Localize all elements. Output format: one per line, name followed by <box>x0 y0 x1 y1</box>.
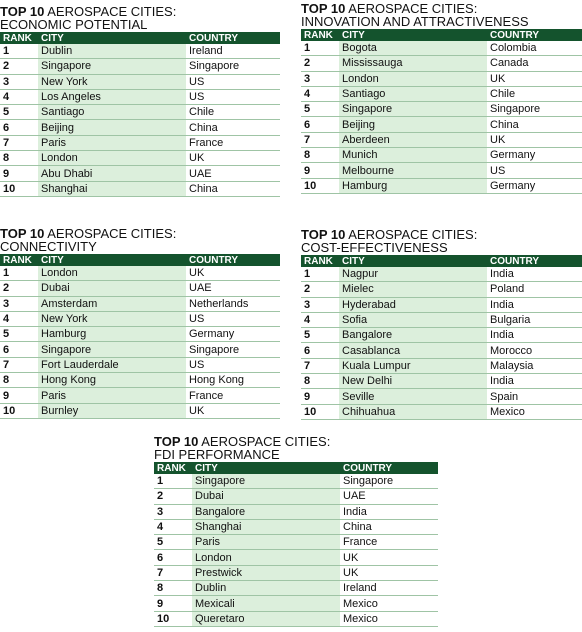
rank-cell: 5 <box>301 102 339 117</box>
rank-cell: 6 <box>0 342 38 357</box>
table-heading <box>154 435 438 461</box>
header-row <box>0 32 280 44</box>
rank-cell: 6 <box>301 343 339 358</box>
table-row <box>0 357 280 372</box>
ranking-table <box>0 254 280 419</box>
rank-cell: 9 <box>154 596 192 611</box>
country-cell: Ireland <box>186 44 280 59</box>
table-row <box>0 151 280 166</box>
rank-cell: 10 <box>301 178 339 193</box>
heading-top-10: TOP 10 <box>0 226 45 241</box>
table-row <box>154 489 438 504</box>
city-cell: Chihuahua <box>339 404 487 419</box>
rank-cell: 1 <box>0 266 38 281</box>
rank-cell: 3 <box>301 297 339 312</box>
city-cell: Hong Kong <box>38 373 186 388</box>
country-cell: UAE <box>186 166 280 181</box>
rank-cell: 6 <box>0 120 38 135</box>
rank-cell: 9 <box>0 166 38 181</box>
table-row <box>301 374 582 389</box>
country-cell: France <box>186 388 280 403</box>
country-cell: US <box>186 89 280 104</box>
city-cell: Seville <box>339 389 487 404</box>
table-row <box>301 358 582 373</box>
table-row <box>0 342 280 357</box>
rank-cell: 1 <box>301 267 339 282</box>
country-cell: Poland <box>487 282 582 297</box>
country-cell: Canada <box>487 56 582 71</box>
city-cell: Kuala Lumpur <box>339 358 487 373</box>
heading-subtitle: COST-EFFECTIVENESS <box>301 240 448 255</box>
table-row <box>301 163 582 178</box>
country-cell: Germany <box>487 178 582 193</box>
table-fdi-performance <box>154 435 438 627</box>
country-header: COUNTRY <box>186 32 280 44</box>
header-row <box>154 462 438 474</box>
table-row <box>154 535 438 550</box>
country-cell: UK <box>487 132 582 147</box>
table-row <box>0 403 280 418</box>
table-row <box>301 312 582 327</box>
city-cell: Singapore <box>38 342 186 357</box>
table-row <box>0 181 280 196</box>
city-cell: Hamburg <box>38 327 186 342</box>
city-cell: Prestwick <box>192 565 340 580</box>
rank-cell: 10 <box>301 404 339 419</box>
heading-subtitle: CONNECTIVITY <box>0 239 97 254</box>
table-row <box>301 71 582 86</box>
rank-cell: 3 <box>0 296 38 311</box>
table-row <box>301 148 582 163</box>
city-cell: Beijing <box>38 120 186 135</box>
table-row <box>301 297 582 312</box>
table-row <box>301 41 582 56</box>
country-cell: UK <box>186 151 280 166</box>
country-cell: China <box>340 519 438 534</box>
table-row <box>0 105 280 120</box>
rank-cell: 1 <box>0 44 38 59</box>
rank-cell: 10 <box>0 403 38 418</box>
country-cell: US <box>487 163 582 178</box>
city-cell: Beijing <box>339 117 487 132</box>
city-cell: Melbourne <box>339 163 487 178</box>
table-row <box>154 565 438 580</box>
city-cell: Sofia <box>339 312 487 327</box>
table-heading <box>301 2 582 28</box>
table-row <box>0 373 280 388</box>
table-economic-potential <box>0 5 280 197</box>
table-heading <box>0 227 280 253</box>
heading-subtitle: INNOVATION AND ATTRACTIVENESS <box>301 14 529 29</box>
rank-cell: 5 <box>0 327 38 342</box>
rank-cell: 4 <box>0 311 38 326</box>
rank-cell: 1 <box>154 474 192 489</box>
rank-cell: 3 <box>301 71 339 86</box>
table-cost-effectiveness <box>301 228 582 420</box>
table-row <box>154 611 438 626</box>
city-header: CITY <box>38 254 186 266</box>
rank-cell: 2 <box>301 282 339 297</box>
rank-cell: 6 <box>154 550 192 565</box>
country-cell: Morocco <box>487 343 582 358</box>
city-cell: Fort Lauderdale <box>38 357 186 372</box>
country-cell: India <box>487 267 582 282</box>
table-row <box>0 327 280 342</box>
rank-cell: 2 <box>154 489 192 504</box>
ranking-table <box>301 29 582 194</box>
city-cell: Shanghai <box>192 519 340 534</box>
table-row <box>301 102 582 117</box>
country-cell: China <box>487 117 582 132</box>
rank-cell: 3 <box>154 504 192 519</box>
city-cell: Santiago <box>339 86 487 101</box>
table-row <box>154 504 438 519</box>
rank-header: RANK <box>0 32 38 44</box>
rank-cell: 8 <box>154 581 192 596</box>
table-heading <box>301 228 582 254</box>
country-cell: UK <box>340 550 438 565</box>
rank-cell: 2 <box>0 281 38 296</box>
country-cell: US <box>186 311 280 326</box>
heading-title: AEROSPACE CITIES: <box>201 434 331 449</box>
city-cell: London <box>38 151 186 166</box>
country-cell: Mexico <box>340 611 438 626</box>
country-cell: Mexico <box>340 596 438 611</box>
table-row <box>0 311 280 326</box>
rank-header: RANK <box>154 462 192 474</box>
city-cell: Santiago <box>38 105 186 120</box>
heading-subtitle: FDI PERFORMANCE <box>154 447 280 462</box>
city-header: CITY <box>38 32 186 44</box>
rank-cell: 8 <box>301 374 339 389</box>
rank-cell: 5 <box>301 328 339 343</box>
country-cell: US <box>186 357 280 372</box>
header-row <box>301 255 582 267</box>
city-header: CITY <box>339 255 487 267</box>
city-cell: Paris <box>192 535 340 550</box>
table-row <box>0 135 280 150</box>
table-heading <box>0 5 280 31</box>
country-cell: France <box>340 535 438 550</box>
rank-cell: 6 <box>301 117 339 132</box>
table-row <box>301 404 582 419</box>
country-cell: India <box>487 297 582 312</box>
table-row <box>0 281 280 296</box>
rank-header: RANK <box>301 255 339 267</box>
heading-title: AEROSPACE CITIES: <box>47 226 177 241</box>
table-row <box>0 74 280 89</box>
country-cell: UAE <box>340 489 438 504</box>
city-cell: Abu Dhabi <box>38 166 186 181</box>
country-cell: Singapore <box>186 342 280 357</box>
country-cell: UK <box>186 403 280 418</box>
country-cell: China <box>186 120 280 135</box>
rank-header: RANK <box>0 254 38 266</box>
table-row <box>0 44 280 59</box>
heading-top-10: TOP 10 <box>301 1 346 16</box>
country-cell: US <box>186 74 280 89</box>
rank-cell: 4 <box>301 312 339 327</box>
table-row <box>154 596 438 611</box>
rank-cell: 5 <box>0 105 38 120</box>
table-row <box>0 166 280 181</box>
city-cell: Mississauga <box>339 56 487 71</box>
table-row <box>301 282 582 297</box>
table-row <box>301 117 582 132</box>
rank-header: RANK <box>301 29 339 41</box>
country-cell: UK <box>186 266 280 281</box>
rank-cell: 5 <box>154 535 192 550</box>
city-header: CITY <box>192 462 340 474</box>
country-cell: Germany <box>186 327 280 342</box>
city-cell: London <box>339 71 487 86</box>
heading-title: AEROSPACE CITIES: <box>348 1 478 16</box>
city-cell: Dubai <box>192 489 340 504</box>
rank-cell: 2 <box>0 59 38 74</box>
city-cell: Bangalore <box>339 328 487 343</box>
country-cell: Colombia <box>487 41 582 56</box>
country-cell: India <box>487 328 582 343</box>
country-cell: Singapore <box>186 59 280 74</box>
heading-title: AEROSPACE CITIES: <box>47 4 177 19</box>
table-row <box>301 132 582 147</box>
table-row <box>301 343 582 358</box>
city-cell: Aberdeen <box>339 132 487 147</box>
rank-cell: 9 <box>301 389 339 404</box>
rank-cell: 4 <box>154 519 192 534</box>
city-cell: Paris <box>38 388 186 403</box>
table-row <box>301 56 582 71</box>
city-cell: Singapore <box>192 474 340 489</box>
country-cell: France <box>186 135 280 150</box>
city-cell: Hyderabad <box>339 297 487 312</box>
city-cell: Casablanca <box>339 343 487 358</box>
country-cell: UAE <box>186 281 280 296</box>
country-header: COUNTRY <box>487 255 582 267</box>
city-cell: Hamburg <box>339 178 487 193</box>
city-cell: Nagpur <box>339 267 487 282</box>
city-cell: Burnley <box>38 403 186 418</box>
table-row <box>0 296 280 311</box>
rank-cell: 7 <box>301 132 339 147</box>
city-cell: New York <box>38 311 186 326</box>
country-cell: India <box>487 374 582 389</box>
city-cell: Munich <box>339 148 487 163</box>
rank-cell: 7 <box>0 357 38 372</box>
city-cell: Bogota <box>339 41 487 56</box>
country-cell: Chile <box>186 105 280 120</box>
rank-cell: 8 <box>0 151 38 166</box>
country-cell: Malaysia <box>487 358 582 373</box>
country-header: COUNTRY <box>340 462 438 474</box>
table-row <box>301 178 582 193</box>
rank-cell: 7 <box>154 565 192 580</box>
table-row <box>301 86 582 101</box>
rank-cell: 9 <box>0 388 38 403</box>
heading-title: AEROSPACE CITIES: <box>348 227 478 242</box>
rank-cell: 9 <box>301 163 339 178</box>
country-cell: Chile <box>487 86 582 101</box>
rank-cell: 7 <box>301 358 339 373</box>
city-cell: Dubai <box>38 281 186 296</box>
country-cell: China <box>186 181 280 196</box>
rank-cell: 3 <box>0 74 38 89</box>
table-row <box>301 389 582 404</box>
country-cell: Bulgaria <box>487 312 582 327</box>
city-cell: Mielec <box>339 282 487 297</box>
city-cell: Shanghai <box>38 181 186 196</box>
city-cell: Amsterdam <box>38 296 186 311</box>
table-row <box>0 388 280 403</box>
ranking-table <box>154 462 438 627</box>
rank-cell: 8 <box>301 148 339 163</box>
table-connectivity <box>0 227 280 419</box>
table-row <box>301 328 582 343</box>
country-cell: Germany <box>487 148 582 163</box>
country-cell: Singapore <box>487 102 582 117</box>
rank-cell: 10 <box>0 181 38 196</box>
country-cell: Mexico <box>487 404 582 419</box>
city-cell: London <box>38 266 186 281</box>
country-header: COUNTRY <box>186 254 280 266</box>
table-row <box>0 266 280 281</box>
rank-cell: 4 <box>0 89 38 104</box>
table-row <box>154 519 438 534</box>
country-cell: Singapore <box>340 474 438 489</box>
city-cell: Dublin <box>192 581 340 596</box>
rank-cell: 10 <box>154 611 192 626</box>
city-cell: Singapore <box>38 59 186 74</box>
heading-top-10: TOP 10 <box>0 4 45 19</box>
city-cell: London <box>192 550 340 565</box>
heading-subtitle: ECONOMIC POTENTIAL <box>0 17 148 32</box>
city-cell: Queretaro <box>192 611 340 626</box>
table-row <box>154 550 438 565</box>
city-cell: Singapore <box>339 102 487 117</box>
heading-top-10: TOP 10 <box>154 434 199 449</box>
rank-cell: 4 <box>301 86 339 101</box>
city-cell: New York <box>38 74 186 89</box>
country-cell: UK <box>340 565 438 580</box>
ranking-table <box>0 32 280 197</box>
city-cell: Mexicali <box>192 596 340 611</box>
table-row <box>0 59 280 74</box>
city-cell: Los Angeles <box>38 89 186 104</box>
table-row <box>154 474 438 489</box>
city-cell: Paris <box>38 135 186 150</box>
country-cell: Ireland <box>340 581 438 596</box>
table-row <box>0 120 280 135</box>
header-row <box>301 29 582 41</box>
country-header: COUNTRY <box>487 29 582 41</box>
city-cell: Dublin <box>38 44 186 59</box>
ranking-table <box>301 255 582 420</box>
rank-cell: 8 <box>0 373 38 388</box>
table-innovation-attractiveness <box>301 2 582 194</box>
city-header: CITY <box>339 29 487 41</box>
rank-cell: 2 <box>301 56 339 71</box>
rank-cell: 1 <box>301 41 339 56</box>
city-cell: Bangalore <box>192 504 340 519</box>
country-cell: Spain <box>487 389 582 404</box>
heading-top-10: TOP 10 <box>301 227 346 242</box>
header-row <box>0 254 280 266</box>
table-row <box>301 267 582 282</box>
country-cell: UK <box>487 71 582 86</box>
table-row <box>154 581 438 596</box>
city-cell: New Delhi <box>339 374 487 389</box>
rank-cell: 7 <box>0 135 38 150</box>
country-cell: Netherlands <box>186 296 280 311</box>
table-row <box>0 89 280 104</box>
country-cell: India <box>340 504 438 519</box>
country-cell: Hong Kong <box>186 373 280 388</box>
